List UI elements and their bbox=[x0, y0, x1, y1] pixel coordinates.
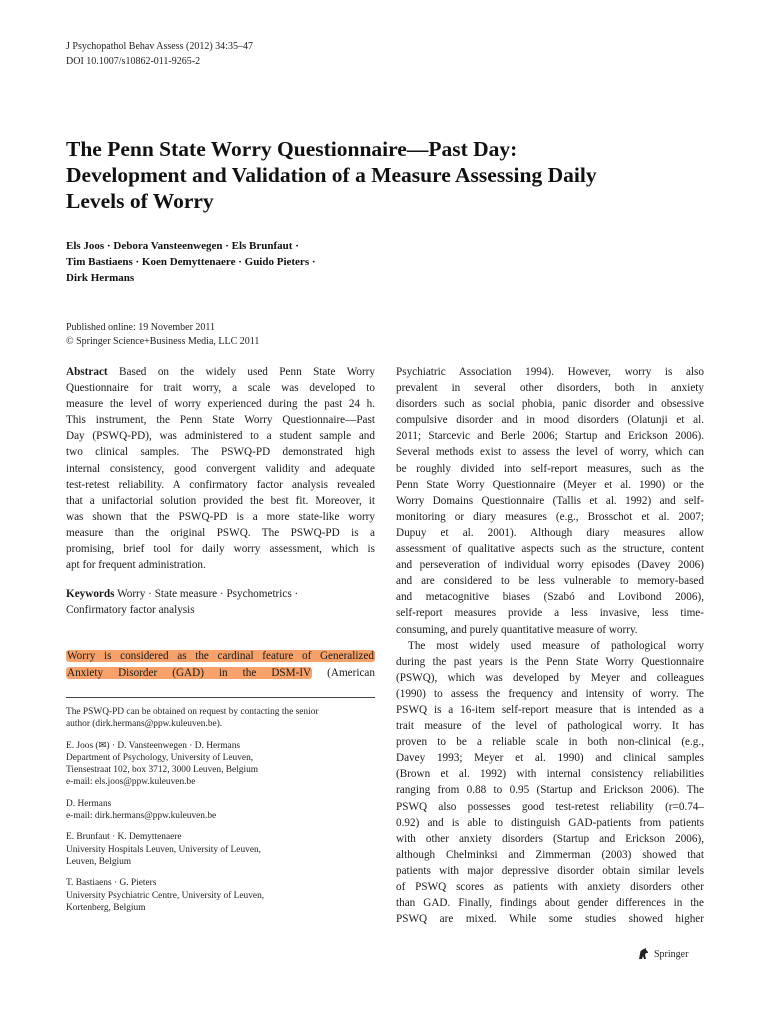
body-text-line: monitoring or diary measures (e.g., Brosschot et al. 2007; bbox=[396, 510, 704, 523]
body-text-line: (Brown et al. 1992) with internal consistency reliabilities bbox=[396, 768, 704, 781]
journal-citation: J Psychopathol Behav Assess (2012) 34:35–47 bbox=[66, 41, 253, 52]
body-text-line: and are considered to be less vulnerable to memory-based bbox=[396, 575, 704, 588]
body-text-line: than GAD. Finally, findings about gender differences in the bbox=[396, 897, 704, 910]
abstract-line: apt for frequent administration. bbox=[66, 559, 206, 572]
body-text-line: PSWQ is a 16-item self-report measure that is intended as a bbox=[396, 703, 704, 716]
author-line: Tim Bastiaens · Koen Demyttenaere · Guido Pieters · bbox=[66, 256, 316, 268]
body-text-line: and metacognitive biases (Szabó and Lovibond 2006), bbox=[396, 591, 704, 604]
introduction-start bbox=[66, 648, 375, 680]
keywords-line: Keywords Worry · State measure · Psychometrics · bbox=[66, 588, 299, 601]
abstract-line: two clinical samples. The PSWQ-PD demonstrated high bbox=[66, 446, 375, 459]
publisher-logo bbox=[636, 947, 688, 961]
body-text-line: (PSWQ), which was developed by Meyer and colleagues bbox=[396, 671, 704, 684]
abstract-line: measure than the original PSWQ. The PSWQ-PD is a bbox=[66, 526, 375, 539]
body-text-line: and perseveration of individual worry episodes (Davey 2006) bbox=[396, 559, 704, 572]
abstract-line: This instrument, the Penn State Worry Questionnaire—Past bbox=[66, 414, 375, 427]
body-text-line: consuming, and purely quantitative measure of worry. bbox=[396, 623, 638, 636]
highlighted-text: Anxiety Disorder (GAD) in the DSM-IV bbox=[67, 666, 312, 679]
body-text-line: assessment of qualitative aspects such as the structure, content bbox=[396, 543, 704, 556]
body-text-line: The most widely used measure of pathological worry bbox=[408, 639, 704, 652]
body-text-line: proven to be a reliable scale in both non-clinical (e.g., bbox=[396, 736, 704, 749]
author-line: Els Joos · Debora Vansteenwegen · Els Brunfaut · bbox=[66, 240, 299, 252]
abstract-line: internal consistency, good convergent validity and adequate bbox=[66, 462, 375, 475]
body-text-line: (1990) to assess the frequency and intensity of worry. The bbox=[396, 687, 704, 700]
body-text-line: Dupuy et al. 2001). Although diary measures allow bbox=[396, 526, 704, 539]
footnote-affiliation: D. Hermans e-mail: dirk.hermans@ppw.kuleuven.be bbox=[66, 798, 217, 822]
body-text-line: Davey 1993; Meyer et al. 1990) and clinical samples bbox=[396, 752, 704, 765]
body-text-line: 0.92) and is able to distinguish GAD-patients from patients bbox=[396, 816, 704, 829]
body-text-line: Worry Domains Questionnaire (Tallis et al. 1992) and self- bbox=[396, 494, 704, 507]
body-text-line: although Chelminksi and Zimmerman (2003) showed that bbox=[396, 848, 704, 861]
abstract-line: Day (PSWQ-PD), was administered to a student sample and bbox=[66, 430, 375, 443]
abstract-line: was shown that the PSWQ-PD is a more state-like worry bbox=[66, 510, 375, 523]
footnote-affiliation: T. Bastiaens · G. Pieters University Psychiatric Centre, University of Leuven, Kortenberg, Belgium bbox=[66, 878, 265, 913]
body-text-line: ranging from 0.88 to 0.95 (Startup and Erickson 2006). The bbox=[396, 784, 704, 797]
intro-line: Anxiety Disorder (GAD) in the DSM-IV (American bbox=[67, 666, 375, 679]
keywords-line: Confirmatory factor analysis bbox=[66, 604, 195, 617]
body-text-line: self-report measures provide a less invasive, less time- bbox=[396, 607, 704, 620]
title-line: The Penn State Worry Questionnaire—Past Day: bbox=[66, 137, 518, 161]
body-text-line: Penn State Worry Questionnaire (Meyer et al. 1990) or the bbox=[396, 478, 704, 491]
abstract-line: promising, brief tool for daily worry assessment, which is bbox=[66, 543, 375, 556]
body-text-line: during the past years is the Penn State Worry Questionnaire bbox=[396, 655, 704, 668]
title-line: Levels of Worry bbox=[66, 189, 214, 213]
abstract-line: Questionnaire for trait worry, a scale was developed to bbox=[66, 382, 375, 395]
body-text-line: Psychiatric Association 1994). However, worry is also bbox=[396, 366, 704, 378]
author-list bbox=[66, 238, 706, 286]
body-text-line: patients with major depressive disorder obtain similar levels bbox=[396, 864, 704, 877]
footnotes bbox=[66, 697, 375, 923]
body-text-line: disorders such as social phobia, panic disorder and obsessive bbox=[396, 398, 704, 411]
highlighted-text: Worry is considered as the cardinal feature of Generalized bbox=[67, 650, 374, 663]
footnote-affiliation: E. Joos (✉) · D. Vansteenwegen · D. Hermans Department of Psychology, University of Leuven, Tiensestraat 102, box 3712, 3000 Leuven, Belgium e-mail: els.joos@ppw.kuleuven.be bbox=[66, 740, 259, 788]
keywords bbox=[66, 586, 375, 618]
body-text-line: of PSWQ scores as patients with anxiety disorders other bbox=[396, 881, 704, 893]
left-column bbox=[66, 364, 375, 681]
intro-line bbox=[66, 648, 375, 664]
abstract-label: Abstract bbox=[66, 366, 108, 378]
footnote-availability: The PSWQ-PD can be obtained on request by contacting the senior author (dirk.hermans@ppw.kuleuven.be). bbox=[66, 707, 319, 730]
body-text-line: be roughly divided into self-report measures, such as the bbox=[396, 462, 704, 475]
springer-horse-icon bbox=[636, 947, 650, 961]
body-text-line: 2011; Starcevic and Berle 2006; Startup and Erickson 2006). bbox=[396, 430, 704, 443]
body-text-line: trait measure of the level of pathological worry. It has bbox=[396, 720, 704, 733]
doi: DOI 10.1007/s10862-011-9265-2 bbox=[66, 56, 201, 67]
body-text-line: PSWQ are mixed. While some studies showed higher bbox=[396, 913, 704, 926]
body-text-line: prevalent in several other disorders, both in anxiety bbox=[396, 382, 704, 395]
keywords-label: Keywords bbox=[66, 588, 115, 601]
body-text-line: Several methods exist to assess the level of worry, which can bbox=[396, 446, 704, 459]
footnote-affiliation: E. Brunfaut · K. Demyttenaere University Hospitals Leuven, University of Leuven, Leuven, Belgium bbox=[66, 832, 262, 867]
body-text-line: PSWQ also possesses good test-retest reliability (r=0.74– bbox=[396, 800, 704, 813]
abstract-line: test-retest reliability. A confirmatory factor analysis revealed bbox=[66, 478, 375, 491]
abstract-line: measure the level of worry experienced during the past 24 h. bbox=[66, 398, 375, 411]
publisher-name: Springer bbox=[654, 948, 689, 960]
publication-info bbox=[66, 321, 259, 349]
copyright: © Springer Science+Business Media, LLC 2011 bbox=[66, 336, 260, 347]
body-text-line: with other anxiety disorders (Startup and Erickson 2006), bbox=[396, 832, 704, 845]
journal-header bbox=[66, 39, 253, 69]
author-line: Dirk Hermans bbox=[66, 272, 135, 284]
abstract-line: that a unifactorial solution provided the best fit. Moreover, it bbox=[66, 494, 375, 507]
published-date: Published online: 19 November 2011 bbox=[66, 322, 216, 333]
abstract-line: Abstract Based on the widely used Penn State Worry bbox=[66, 366, 375, 378]
abstract bbox=[66, 364, 375, 573]
title-line: Development and Validation of a Measure Assessing Daily bbox=[66, 163, 597, 187]
article-title bbox=[66, 136, 706, 214]
body-text-line: compulsive disorder and in mood disorders (Olatunji et al. bbox=[396, 414, 704, 427]
right-column bbox=[396, 364, 704, 927]
